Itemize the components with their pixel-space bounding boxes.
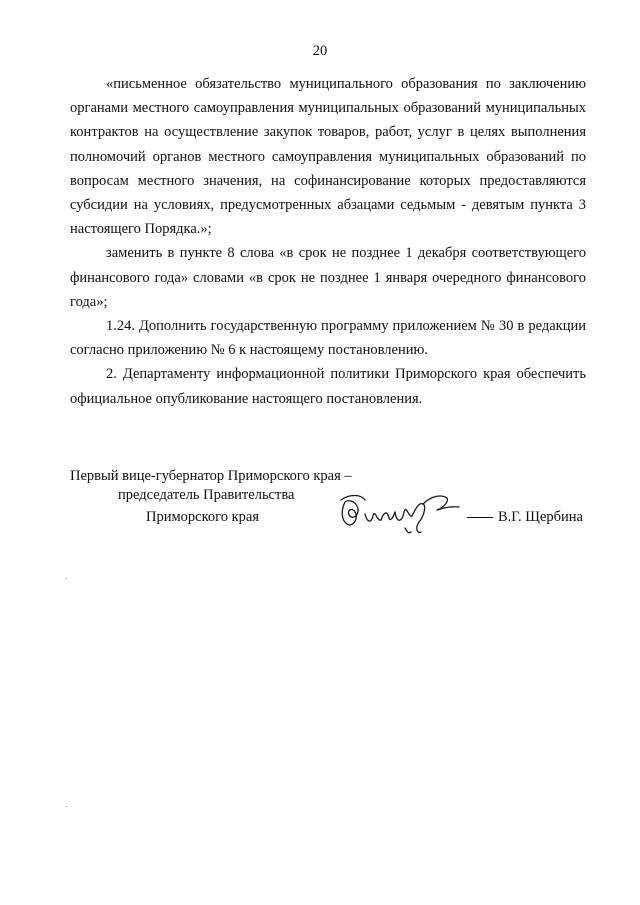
page-number: 20 <box>312 43 328 59</box>
paragraph-1-24-appendix: 1.24. Дополнить государственную программу приложением № 30 в редакции согласно приложению № 6 к настоящему постановлению. <box>70 318 586 359</box>
scan-speck <box>66 806 67 807</box>
signatory-position-line-1: Первый вице-губернатор Приморского края – <box>70 468 352 484</box>
signatory-name: В.Г. Щербина <box>498 509 583 525</box>
signatory-position-line-3: Приморского края <box>146 509 260 525</box>
handwritten-signature <box>335 488 470 540</box>
paragraph-written-obligation: «письменное обязательство муниципального образования по заключению органами местного самоуправления муниципальных образований муниципальных контрактов на осуществление закупок товаров, работ, услуг в целях выполнения полномочий органов местного самоуправления муниципальных образований по вопросам местного значения, на софинансирование которых предоставляются субсидии на условиях, предусмотренных абзацами седьмым - девятым пункта 3 настоящего Порядка.»; <box>70 76 586 238</box>
scan-speck <box>66 578 67 579</box>
signatory-position-line-2: председатель Правительства <box>118 487 295 503</box>
document-body <box>70 72 586 411</box>
paragraph-replace-clause-8: заменить в пункте 8 слова «в срок не позднее 1 декабря соответствующего финансового года» словами «в срок не позднее 1 января очередного финансового года»; <box>70 245 586 310</box>
signature-dash <box>467 517 493 518</box>
signature-block <box>70 467 586 537</box>
paragraph-2-publication: 2. Департаменту информационной политики Приморского края обеспечить официальное опубликование настоящего постановления. <box>70 366 586 407</box>
